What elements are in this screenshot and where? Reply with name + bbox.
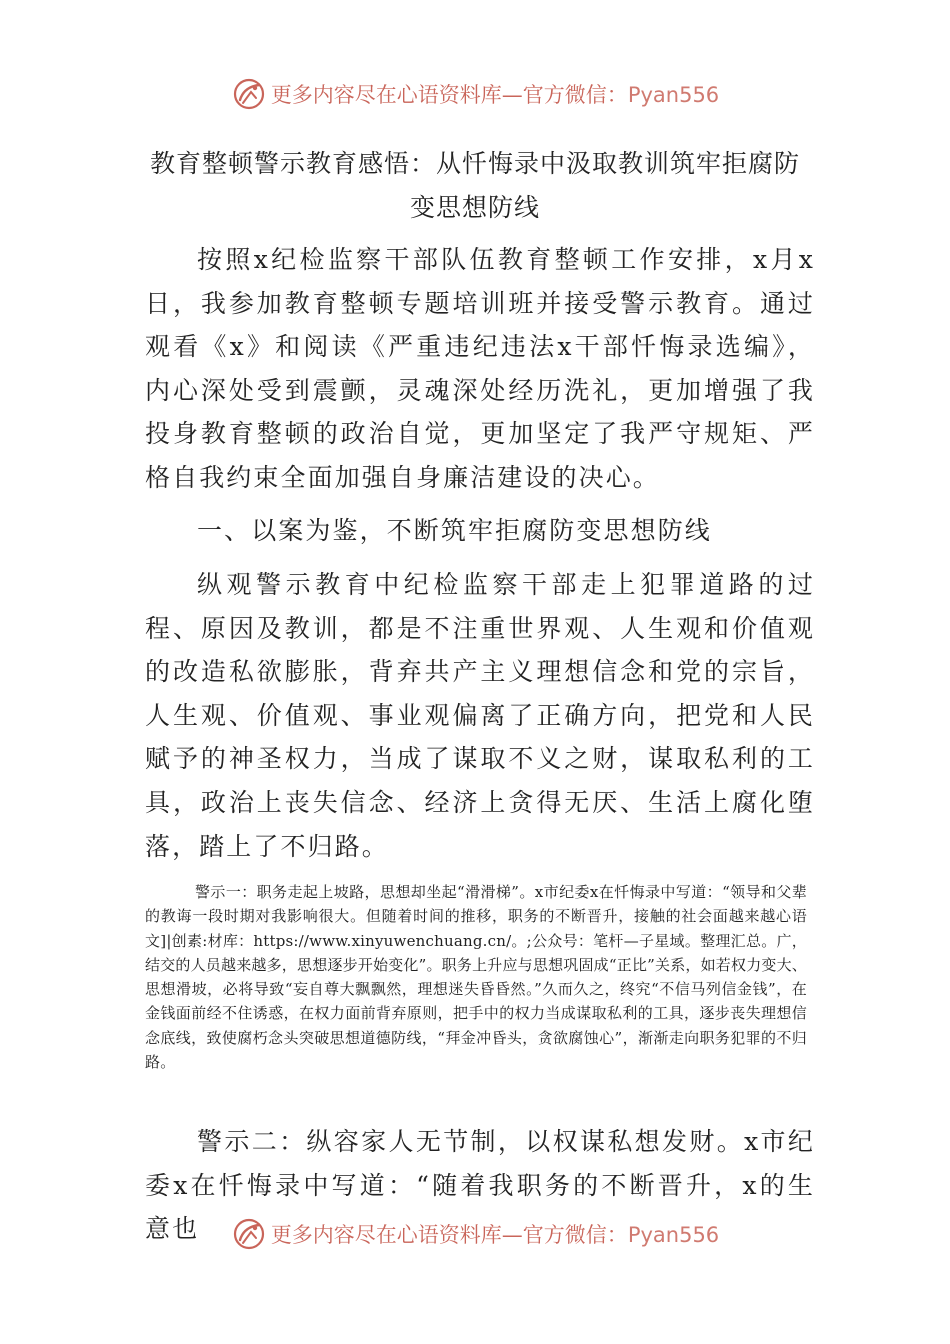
paragraph-warning-one: 警示一：职务走起上坡路，思想却坐起“滑滑梯”。x市纪委x在忏悔录中写道：“领导和父辈的教诲一段时期对我影响很大。但随着时间的推移，职务的不断晋升，接触的社会面越来越心语文]|创素:材库：https://www.xinyuwenchuang.cn/。;公众号：笔杆—子星域。整理汇总。广，结交的人员越来越多，思想逐步开始变化”。职务上升应与思想巩固成“正比”关系，如若权力变大、思想滑坡，必将导致“妄自尊大飘飘然，理想迷失昏昏然。”久而久之，终究“不信马列信金钱”，在金钱面前经不住诱惑，在权力面前背弃原则，把手中的权力当成谋取私利的工具，逐步丧失理想信念底线，致使腐朽念头突破思想道德防线，“拜金冲昏头，贪欲腐蚀心”，渐渐走向职务犯罪的不归路。 [145,883,808,1072]
logo-icon [231,76,267,112]
wechat-id: Pyan556 [627,1223,720,1247]
paragraph-analysis: 纵观警示教育中纪检监察干部走上犯罪道路的过程、原因及教训，都是不注重世界观、人生观和价值观的改造私欲膨胀，背弃共产主义理想信念和党的宗旨，人生观、价值观、事业观偏离了正确方向，把党和人民赋予的神圣权力，当成了谋取不义之财，谋取私利的工具，政治上丧失信念、经济上贪得无厌、生活上腐化堕落，踏上了不归路。 [145,570,815,861]
watermark-banner-top [0,74,950,114]
paragraph-intro: 按照x纪检监察干部队伍教育整顿工作安排，x月x日，我参加教育整顿专题培训班并接受警示教育。通过观看《x》和阅读《严重违纪违法x干部忏悔录选编》，内心深处受到震颤，灵魂深处经历洗礼，更加增强了我投身教育整顿的政治自觉，更加坚定了我严守规矩、严格自我约束全面加强自身廉洁建设的决心。 [145,245,815,492]
document-title: 教育整顿警示教育感悟：从忏悔录中汲取教训筑牢拒腐防变思想防线 [149,149,800,222]
paragraph-warning-two: 警示二：纵容家人无节制，以权谋私想发财。x市纪委x在忏悔录中写道：“随着我职务的不断晋升，x的生意也 [145,1127,815,1244]
watermark-text: 更多内容尽在心语资料库—官方微信：Pyan556 [270,83,720,107]
watermark-banner-bottom [0,1214,950,1254]
wechat-id: Pyan556 [627,83,720,107]
logo-icon [231,1216,267,1252]
section-heading: 一、以案为鉴，不断筑牢拒腐防变思想防线 [197,516,712,545]
watermark-text: 更多内容尽在心语资料库—官方微信：Pyan556 [270,1223,720,1247]
